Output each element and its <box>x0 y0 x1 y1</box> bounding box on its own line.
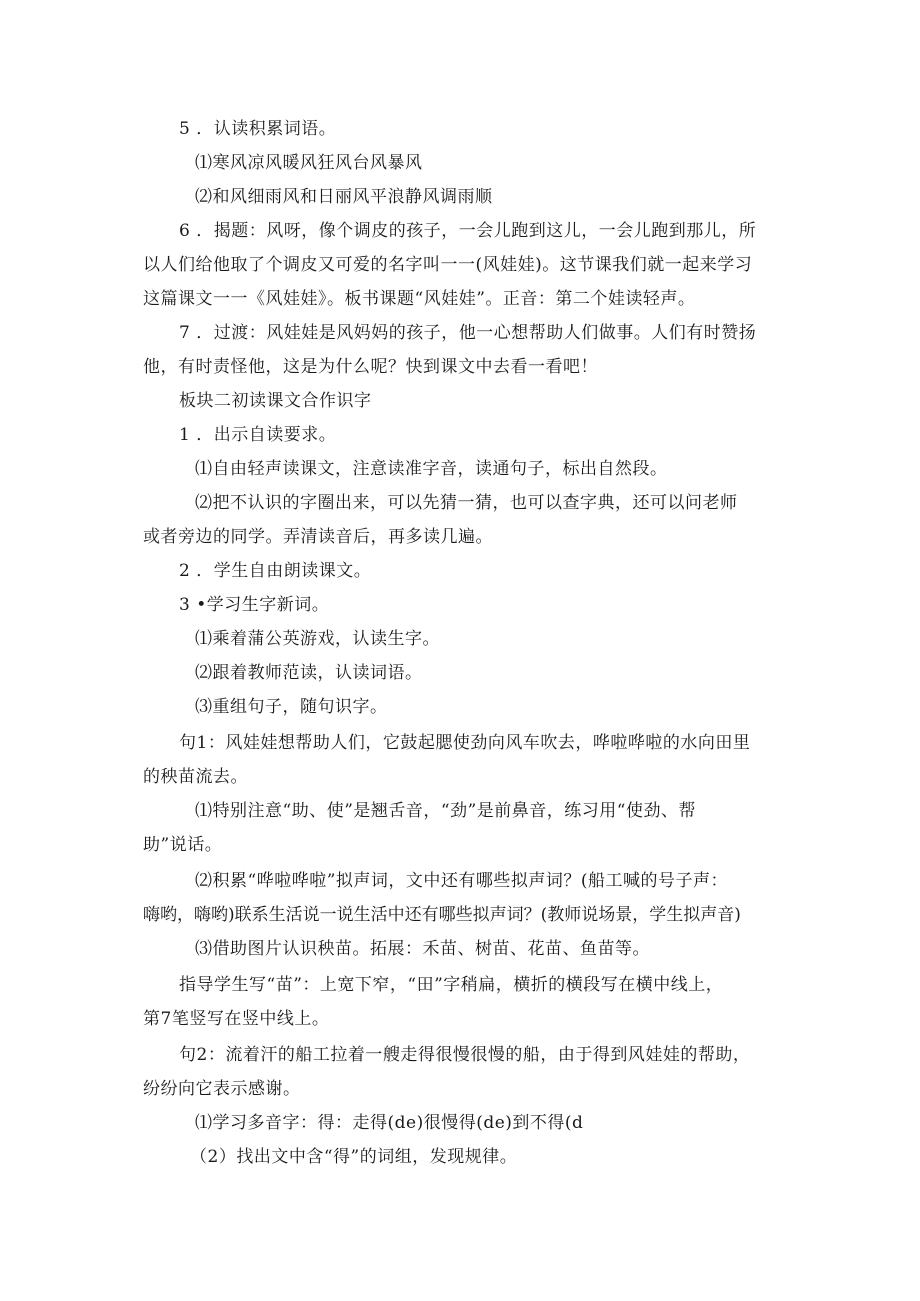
text-line: 第7笔竖写在竖中线上。 <box>143 1009 330 1029</box>
text-line: ⑴特别注意“助、使”是翘舌音，“劲”是前鼻音，练习用“使劲、帮 <box>195 801 696 821</box>
text-line: 1 ．出示自读要求。 <box>179 425 337 445</box>
text-line: ⑴乘着蒲公英游戏，认读生字。 <box>195 629 440 649</box>
text-line: 5 ．认读积累词语。 <box>179 119 337 139</box>
text-line: 以人们给他取了个调皮又可爱的名字叫一一(风娃娃)。这节课我们就一起来学习 <box>143 255 753 275</box>
text-line: 句2：流着汗的船工拉着一艘走得很慢很慢的船，由于得到风娃娃的帮助， <box>179 1045 751 1065</box>
text-line: ⑵和风细雨风和日丽风平浪静风调雨顺 <box>195 187 493 207</box>
text-line: 7 ．过渡：风娃娃是风妈妈的孩子，他一心想帮助人们做事。人们有时赞扬 <box>179 323 757 343</box>
text-line: 纷纷向它表示感谢。 <box>143 1079 301 1099</box>
text-line: 他，有时责怪他，这是为什么呢？快到课文中去看一看吧！ <box>143 357 598 377</box>
section-heading: 板块二初读课文合作识字 <box>179 391 372 411</box>
text-line: 或者旁边的同学。弄清读音后，再多读几遍。 <box>143 527 493 547</box>
text-line: ⑴学习多音字：得：走得(de)很慢得(de)到不得(d <box>195 1113 584 1133</box>
text-line: 6 ．揭题：风呀，像个调皮的孩子，一会儿跑到这儿，一会儿跑到那儿，所 <box>179 221 757 241</box>
text-line: ⑶重组句子，随句识字。 <box>195 697 388 717</box>
text-line: （2）找出文中含“得”的词组，发现规律。 <box>190 1147 518 1167</box>
text-line: 2 ．学生自由朗读课文。 <box>179 561 372 581</box>
text-line: ⑶借助图片认识秧苗。拓展：禾苗、树苗、花苗、鱼苗等。 <box>195 939 650 959</box>
text-line: ⑴自由轻声读课文，注意读准字音，读通句子，标出自然段。 <box>195 459 668 479</box>
text-line: ⑵跟着教师范读，认读词语。 <box>195 663 423 683</box>
text-line: ⑴寒风凉风暖风狂风台风暴风 <box>195 153 423 173</box>
text-line: 的秧苗流去。 <box>143 767 248 787</box>
text-line: 句1：风娃娃想帮助人们，它鼓起腮使劲向风车吹去，哗啦哗啦的水向田里 <box>179 733 751 753</box>
text-line: 3 •学习生字新词。 <box>179 595 330 615</box>
text-line: ⑵积累“哗啦哗啦”拟声词，文中还有哪些拟声词？(船工喊的号子声： <box>195 871 729 891</box>
text-line: 嗨哟，嗨哟)联系生活说一说生活中还有哪些拟声词？(教师说场景，学生拟声音) <box>143 905 741 925</box>
text-line: ⑵把不认识的字圈出来，可以先猜一猜，也可以查字典，还可以问老师 <box>195 493 738 513</box>
text-line: 助”说话。 <box>143 835 223 855</box>
text-line: 指导学生写“苗”：上宽下窄，“田”字稍扁，横折的横段写在横中线上， <box>179 975 724 995</box>
text-line: 这篇课文一一《风娃娃》。板书课题“风娃娃”。正音：第二个娃读轻声。 <box>143 289 696 309</box>
